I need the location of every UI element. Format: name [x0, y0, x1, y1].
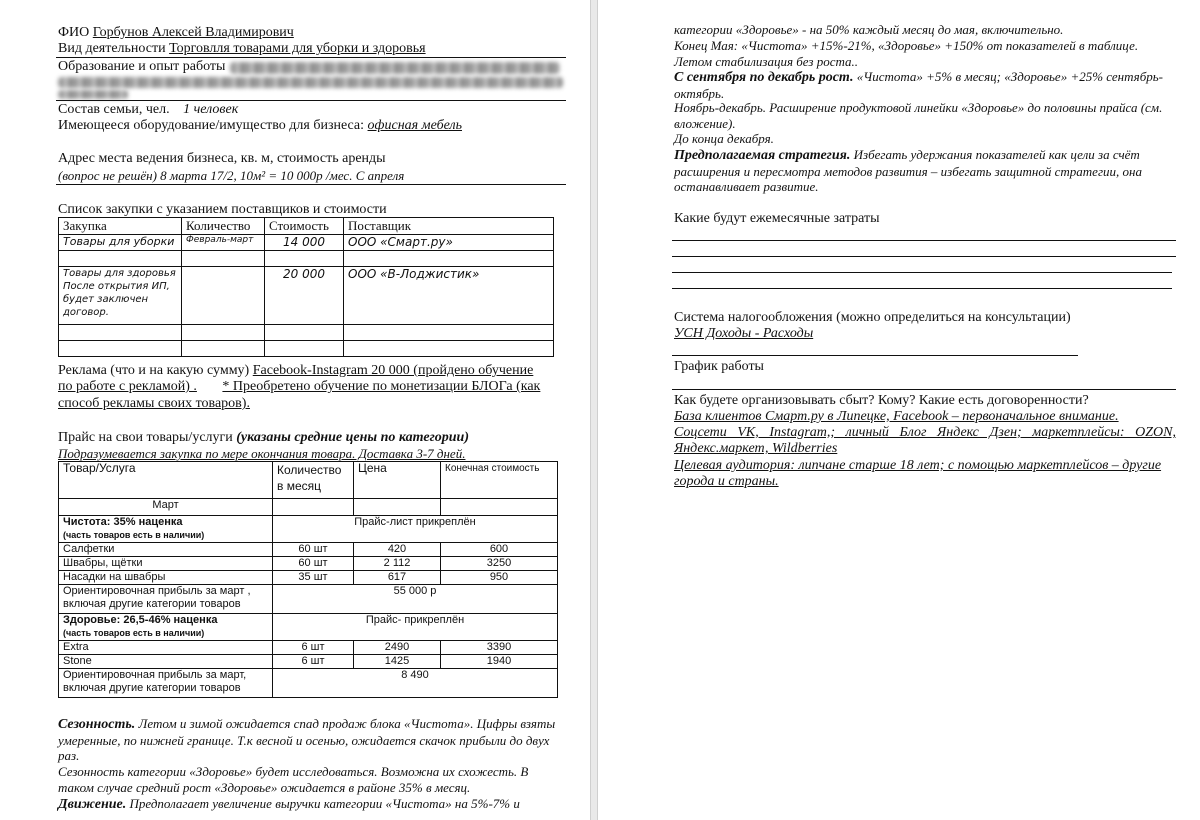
category-note: (часть товаров есть в наличии) [63, 628, 205, 638]
movement-text: Предполагает увеличение выручки категории «Чистота» на 5%-7% и [129, 796, 520, 811]
table-cell: 35 шт [273, 571, 354, 585]
category-row [59, 516, 558, 543]
table-cell: Extra [59, 641, 273, 655]
sales-line-3: Целевая аудитория: липчане старше 18 лет; с помощью маркетплейсов – другие города и страны. [674, 458, 1162, 489]
movement-title: Движение. [58, 797, 127, 812]
education-label: Образование и опыт работы [58, 59, 226, 74]
blank-line [672, 389, 1176, 390]
movement-paragraph [58, 796, 564, 813]
profit-row [59, 669, 558, 698]
strategy-title: Предполагаемая стратегия. [674, 148, 851, 163]
table-header-cell: Товар/Услуга [59, 462, 273, 499]
table-row [59, 325, 554, 341]
tax-value: УСН Доходы - Расходы [674, 326, 814, 341]
table-row [59, 341, 554, 357]
equipment-value: офисная мебель [367, 118, 462, 133]
category-cell [59, 614, 273, 641]
table-cell: 1425 [354, 655, 441, 669]
pricelist-note: Прайс- прикреплён [273, 614, 558, 641]
price-title-line [58, 430, 469, 446]
expenses-label: Какие будут ежемесячные затраты [674, 211, 880, 226]
table-header-cell: Количество в месяц [273, 462, 354, 499]
table-row [59, 267, 554, 325]
address-label: Адрес места ведения бизнеса, кв. м, стоимость аренды [58, 151, 386, 166]
seasonality-paragraph-2: Сезонность категории «Здоровье» будет исследоваться. Возможна их схожесть. В таком случае средний рост «Здоровье» ожидается в районе 35% в месяц. [58, 764, 529, 795]
table-cell: 2490 [354, 641, 441, 655]
page-gutter [590, 0, 598, 820]
blank-line [672, 240, 1176, 241]
profit-label: Ориентировочная прибыль за март , включая другие категории товаров [59, 585, 273, 614]
ads-line-1 [58, 363, 533, 379]
table-cell: 3250 [441, 557, 558, 571]
table-cell: Stone [59, 655, 273, 669]
equipment-label: Имеющееся оборудование/имущество для бизнеса: [58, 118, 365, 133]
pricelist-note: Прайс-лист прикреплён [273, 516, 558, 543]
purchases-title: Список закупки с указанием поставщиков и стоимости [58, 202, 387, 217]
strategy-text: Избегать удержания показателей как цели за счёт расширения и пересмотра методов развития – избегать защитной стратегии, она останавливает развитие. [674, 147, 1142, 194]
table-row [59, 543, 558, 557]
profit-value: 55 000 р [273, 585, 558, 614]
profit-row [59, 585, 558, 614]
seasonality-text: Летом и зимой ожидается спад продаж блока «Чистота». Цифры взяты умеренные, по нижней границе. Т.к весной и осенью, ожидается скачок прибыли до двух раз. [58, 716, 556, 763]
profit-label: Ориентировочная прибыль за март, включая другие категории товаров [59, 669, 273, 698]
table-header-row [59, 462, 558, 499]
right-page [598, 0, 1200, 820]
blank-line [672, 256, 1176, 257]
divider [56, 100, 566, 101]
text-line: Летом стабилизация без роста.. [674, 54, 859, 69]
table-cell: ООО «Смарт.ру» [344, 235, 554, 251]
ads-note: * Преобретено обучение по монетизации БЛОГа (как [222, 379, 541, 394]
price-title: Прайс на свои товары/услуги [58, 430, 233, 445]
purchases-table [58, 217, 554, 357]
table-cell: Швабры, щётки [59, 557, 273, 571]
tax-label: Система налогообложения (можно определиться на консультации) [674, 310, 1071, 325]
ads-value: по работе с рекламой) . [58, 379, 197, 394]
divider [56, 57, 566, 58]
table-row [59, 499, 558, 516]
family-label: Состав семьи, чел. [58, 102, 170, 117]
text-line: категории «Здоровье» - на 50% каждый месяц до мая, включительно. [674, 22, 1064, 37]
schedule-label: График работы [674, 359, 764, 374]
divider [56, 184, 566, 185]
text-line: Конец Мая: «Чистота» +15%-21%, «Здоровье» +150% от показателей в таблице. [674, 38, 1139, 53]
september-title: С сентября по декабрь рост. [674, 70, 854, 85]
nov-dec-paragraph: Ноябрь-декабрь. Расширение продуктовой линейки «Здоровье» до половины прайса (см. вложение). [674, 100, 1163, 131]
table-row [59, 251, 554, 267]
activity-value: Торговлля товарами для уборки и здоровья [169, 41, 426, 56]
price-table [58, 461, 558, 698]
table-cell: 1940 [441, 655, 558, 669]
table-cell: 600 [441, 543, 558, 557]
table-header-cell: Стоимость [265, 218, 344, 235]
table-cell: 60 шт [273, 557, 354, 571]
table-cell: 950 [441, 571, 558, 585]
strategy-paragraph [674, 147, 1176, 195]
table-row [59, 557, 558, 571]
table-header-cell: Поставщик [344, 218, 554, 235]
table-cell: Февраль-март [182, 235, 265, 251]
table-row [59, 571, 558, 585]
september-text: «Чистота» +5% в месяц; «Здоровье» +25% сентябрь-октябрь. [674, 69, 1163, 101]
equipment-line [58, 118, 462, 134]
fio-label: ФИО [58, 25, 90, 40]
blank-line [672, 272, 1172, 273]
table-header-row [59, 218, 554, 235]
fio-value: Горбунов Алексей Владимирович [92, 25, 294, 40]
table-cell: 6 шт [273, 655, 354, 669]
table-row [59, 655, 558, 669]
table-cell: Март [59, 499, 273, 516]
blank-line [672, 288, 1172, 289]
price-subtitle: Подразумевается закупка по мере окончания товара. Доставка 3-7 дней. [58, 446, 466, 461]
redacted-text [58, 90, 128, 99]
table-cell: 60 шт [273, 543, 354, 557]
table-cell: Насадки на швабры [59, 571, 273, 585]
price-title-note: (указаны средние цены по категории) [236, 430, 469, 445]
activity-line [58, 41, 426, 57]
category-title: Чистота: 35% наценка [63, 516, 183, 528]
category-row [59, 614, 558, 641]
table-cell: 3390 [441, 641, 558, 655]
ads-line-2 [58, 379, 540, 395]
family-line [58, 102, 238, 118]
table-cell: 14 000 [265, 235, 344, 251]
category-title: Здоровье: 26,5-46% наценка [63, 614, 218, 626]
table-cell: 420 [354, 543, 441, 557]
table-row [59, 641, 558, 655]
family-value: 1 человек [183, 102, 239, 117]
fio-line [58, 25, 294, 41]
table-cell: 6 шт [273, 641, 354, 655]
table-header-cell: Цена [354, 462, 441, 499]
table-header-cell: Конечная стоимость [441, 462, 558, 499]
sales-line-2: Соцсети VK, Instagram,; личный Блог Яндекс Дзен; маркетплейсы: OZON, Яндекс.маркет, Wildberries [674, 425, 1176, 456]
ads-value: Facebook-Instagram 20 000 (пройдено обучение [252, 363, 534, 378]
table-cell: Товары для уборки [59, 235, 182, 251]
left-page [0, 0, 590, 820]
table-cell: Товары для здоровья После открытия ИП, будет заключен договор. [59, 267, 182, 325]
sales-label: Как будете организовывать сбыт? Кому? Какие есть договоренности? [674, 393, 1089, 408]
text-line: До конца декабря. [674, 131, 774, 146]
table-cell [182, 267, 265, 325]
category-cell [59, 516, 273, 543]
sales-line-1: База клиентов Смарт.ру в Липецке, Facebook – первоначальное внимание. [674, 409, 1119, 424]
table-cell: 617 [354, 571, 441, 585]
redacted-text [58, 77, 563, 88]
blank-line [672, 355, 1078, 356]
table-cell: ООО «В-Лоджистик» [344, 267, 554, 325]
profit-value: 8 490 [273, 669, 558, 698]
activity-label: Вид деятельности [58, 41, 166, 56]
table-cell: Салфетки [59, 543, 273, 557]
table-header-cell: Закупка [59, 218, 182, 235]
ads-line-3: способ рекламы своих товаров). [58, 396, 250, 411]
table-header-cell: Количество [182, 218, 265, 235]
address-value: (вопрос не решён) 8 марта 17/2, 10м² = 10 000р /мес. С апреля [58, 168, 405, 183]
category-note: (часть товаров есть в наличии) [63, 530, 205, 540]
september-paragraph [674, 69, 1176, 101]
seasonality-paragraph [58, 716, 564, 764]
table-row [59, 235, 554, 251]
table-cell: 2 112 [354, 557, 441, 571]
seasonality-title: Сезонность. [58, 717, 136, 732]
ads-label: Реклама (что и на какую сумму) [58, 363, 250, 378]
table-cell: 20 000 [265, 267, 344, 325]
redacted-text [230, 62, 560, 74]
